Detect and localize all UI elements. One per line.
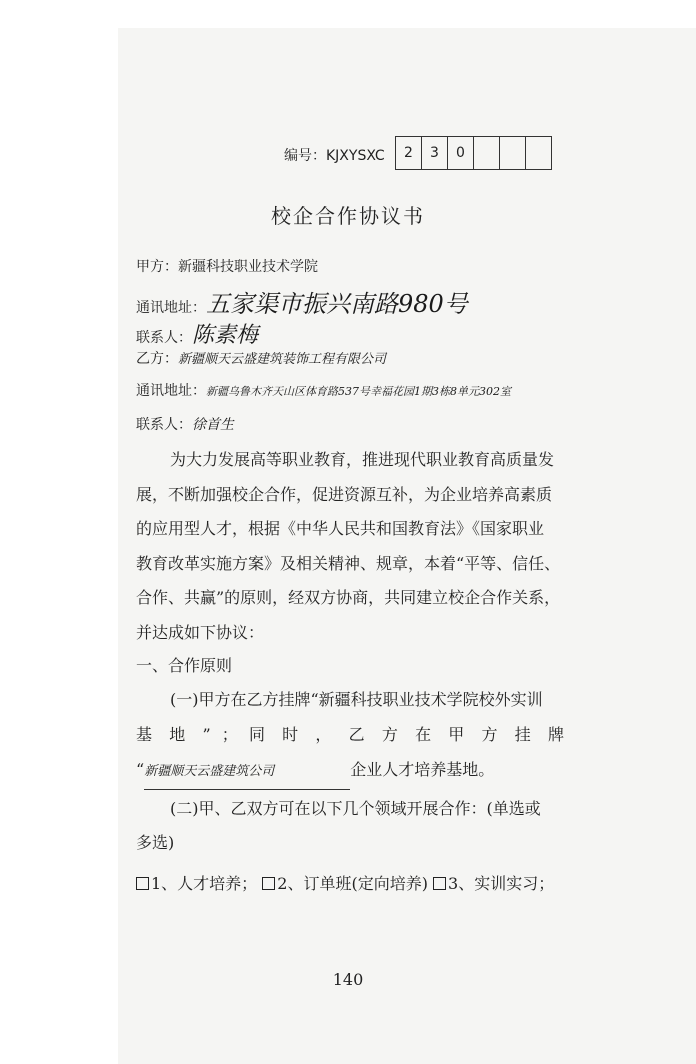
checkbox-icon [433, 877, 446, 890]
clause-1-fill: 新疆顺天云盛建筑公司 [144, 763, 275, 779]
party-a-name-line [136, 256, 318, 276]
section-heading: 一、合作原则 [136, 656, 233, 675]
party-a-name: 新疆科技职业技术学院 [178, 259, 318, 275]
intro-line: 并达成如下协议： [136, 622, 265, 642]
clause-2-line-2: 多选) [136, 833, 175, 852]
party-b-name-line [136, 348, 386, 368]
party-a-address: 五家渠市振兴南路980号 [206, 290, 468, 318]
checkbox-icon [136, 877, 149, 890]
intro-line: 展，不断加强校企合作，促进资源互补，为企业培养高素质 [136, 484, 553, 504]
serial-label: 编号：KJXYSXC [284, 148, 385, 164]
party-b-contact: 徐首生 [192, 417, 234, 433]
party-b-address-label: 通讯地址： [136, 383, 206, 399]
clause-1-fill-blank [144, 753, 350, 791]
page-number: 140 [332, 970, 364, 989]
serial-digit [499, 136, 526, 170]
party-b-label: 乙方： [136, 351, 178, 367]
clause-2-cont [136, 826, 564, 901]
clause-1-tail: 企业人才培养基地。 [350, 759, 495, 779]
intro-line: 为大力发展高等职业教育，推进现代职业教育高质量发 [170, 450, 555, 469]
intro-line: 教育改革实施方案》及相关精神、规章，本着“平等、信任、 [136, 553, 561, 573]
serial-digit [525, 136, 552, 170]
party-b-name: 新疆顺天云盛建筑装饰工程有限公司 [178, 352, 387, 367]
party-a-address-line [136, 284, 468, 319]
intro-line: 合作、共赢”的原则，经双方协商，共同建立校企合作关系， [136, 588, 561, 607]
party-b-contact-line [136, 414, 234, 434]
party-b-address-line [136, 380, 511, 400]
serial-digit-boxes [396, 136, 552, 170]
clause-1-line-2: 基 地 ” ； 同 时 ， 乙 方 在 甲 方 挂 牌 [136, 725, 564, 744]
option-row [136, 867, 564, 902]
party-a-contact-label: 联系人： [136, 330, 192, 346]
clause-1 [170, 683, 564, 718]
clause-2 [170, 792, 564, 827]
clause-1-cont [136, 718, 564, 787]
clause-1-line-3: “新疆顺天云盛建筑公司 企业人才培养基地。 [136, 753, 564, 788]
clause-2-line-1: (二)甲、乙双方可在以下几个领域开展合作：(单选或 [170, 799, 541, 818]
party-a-contact: 陈素梅 [192, 323, 259, 348]
intro-line: 的应用型人才，根据《中华人民共和国教育法》《国家职业 [136, 519, 545, 538]
option-2: 2、订单班(定向培养) [277, 873, 428, 893]
serial-digit: 2 [395, 136, 422, 170]
intro-first-line [170, 443, 564, 478]
serial-digit [473, 136, 500, 170]
option-3: 3、实训实习； [448, 873, 555, 893]
clause-1-line-1: (一)甲方在乙方挂牌“新疆科技职业技术学院校外实训 [170, 690, 543, 709]
checkbox-icon [262, 877, 275, 890]
serial-digit: 3 [421, 136, 448, 170]
party-a-address-label: 通讯地址： [136, 300, 206, 316]
party-a-label: 甲方： [136, 259, 178, 275]
serial-digit: 0 [447, 136, 474, 170]
intro-paragraph [136, 478, 564, 651]
option-1: 1、人才培养； [151, 873, 258, 893]
party-b-contact-label: 联系人： [136, 417, 192, 433]
section-1 [136, 649, 564, 684]
document-title: 校企合作协议书 [271, 204, 425, 228]
party-b-address: 新疆乌鲁木齐天山区体育路537号幸福花园1期3栋8单元302室 [206, 385, 511, 398]
party-a-contact-line [136, 318, 258, 349]
